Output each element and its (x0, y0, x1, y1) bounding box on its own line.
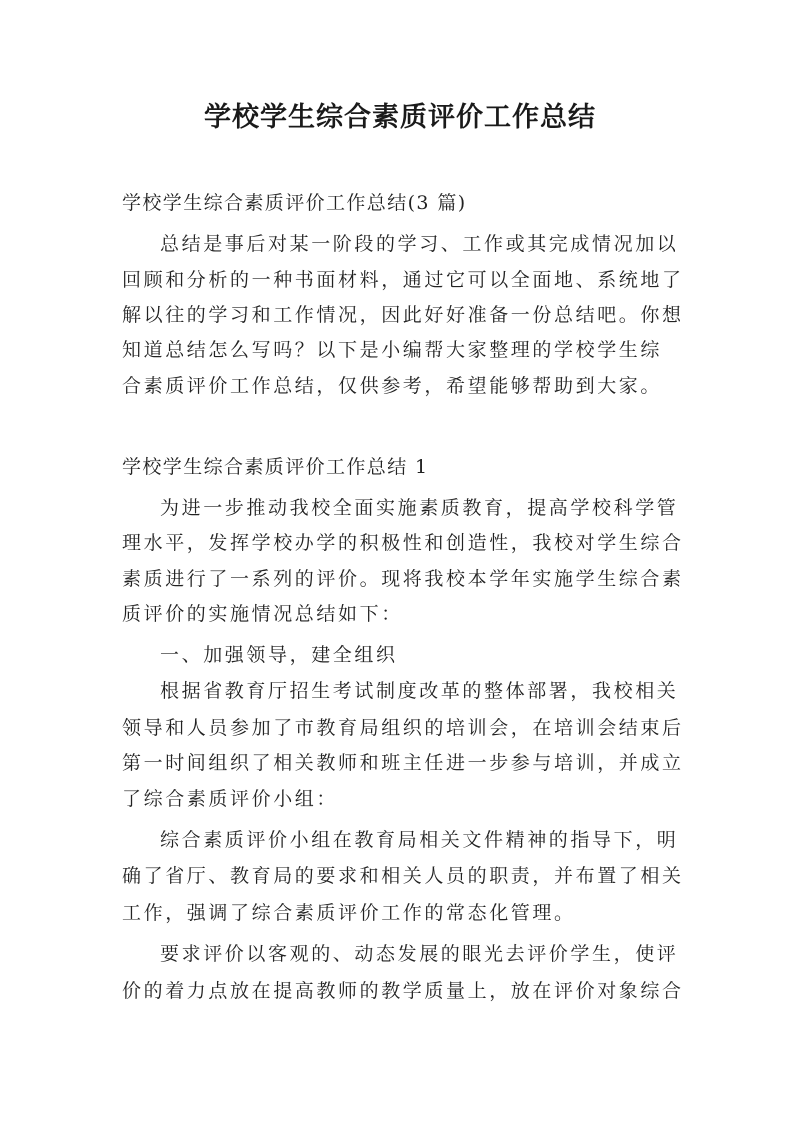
subtitle-line: 学校学生综合素质评价工作总结(3 篇) (122, 192, 467, 214)
paragraph-line: 领导和人员参加了市教育局组织的培训会，在培训会结束后 (122, 717, 684, 739)
paragraph-line: 综合素质评价小组在教育局相关文件精神的指导下，明 (160, 829, 679, 851)
paragraph-line: 价的着力点放在提高教师的教学质量上，放在评价对象综合 (122, 980, 684, 1002)
paragraph-line: 了综合素质评价小组： (122, 788, 339, 810)
paragraph-line: 工作，强调了综合素质评价工作的常态化管理。 (122, 902, 576, 924)
intro-line: 合素质评价工作总结，仅供参考，希望能够帮助到大家。 (122, 375, 663, 397)
intro-line: 解以往的学习和工作情况，因此好好准备一份总结吧。你想 (122, 304, 684, 326)
paragraph-line: 根据省教育厅招生考试制度改革的整体部署，我校相关 (160, 680, 679, 702)
paragraph-line: 质评价的实施情况总结如下： (122, 603, 403, 625)
paragraph-line: 要求评价以客观的、动态发展的眼光去评价学生，使评 (160, 943, 679, 965)
document-title: 学校学生综合素质评价工作总结 (204, 102, 596, 133)
paragraph-line: 为进一步推动我校全面实施素质教育，提高学校科学管 (160, 497, 679, 519)
paragraph-line: 确了省厅、教育局的要求和相关人员的职责，并布置了相关 (122, 865, 684, 887)
intro-line: 总结是事后对某一阶段的学习、工作或其完成情况加以 (160, 233, 679, 255)
paragraph-line: 理水平，发挥学校办学的积极性和创造性，我校对学生综合 (122, 532, 684, 554)
intro-line: 知道总结怎么写吗？以下是小编帮大家整理的学校学生综 (122, 339, 663, 361)
subsection-heading: 一、加强领导，建全组织 (160, 644, 398, 666)
intro-line: 回顾和分析的一种书面材料，通过它可以全面地、系统地了 (122, 269, 684, 291)
section-heading: 学校学生综合素质评价工作总结 1 (122, 456, 429, 478)
paragraph-line: 第一时间组织了相关教师和班主任进一步参与培训，并成立 (122, 752, 684, 774)
paragraph-line: 素质进行了一系列的评价。现将我校本学年实施学生综合素 (122, 568, 684, 590)
